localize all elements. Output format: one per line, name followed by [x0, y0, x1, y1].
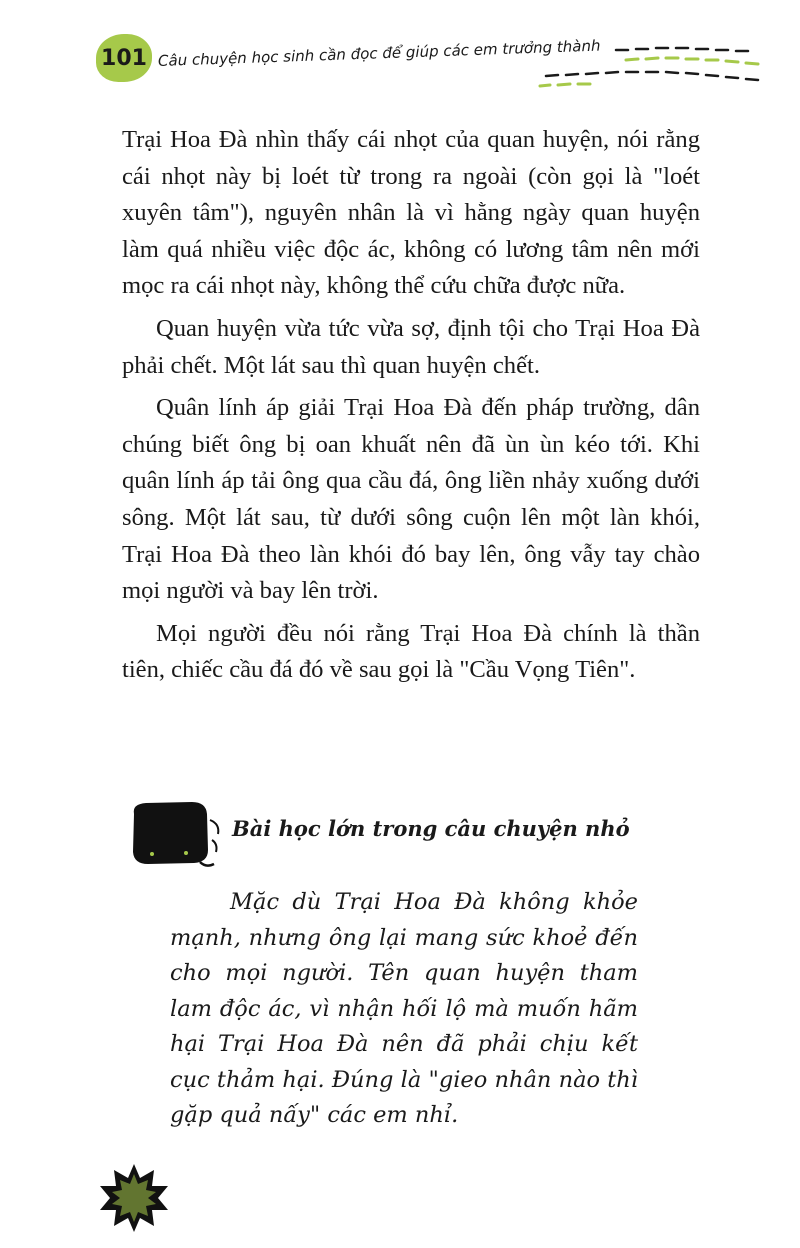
story-paragraph: Trại Hoa Đà nhìn thấy cái nhọt của quan huyện, nói rằng cái nhọt này bị loét từ trong ra ngoài (còn gọi là "loét xuyên tâm"), nguyên nhân là vì hằng ngày quan huyện làm quá nhiều việc độc ác, không có lương tâm nên mới mọc ra cái nhọt này, không thể cứu chữa được nữa. [122, 126, 700, 300]
lesson-paragraph: Mặc dù Trại Hoa Đà không khỏe mạnh, nhưng ông lại mang sức khoẻ đến cho mọi người. Tên quan huyện tham lam độc ác, vì nhận hối lộ mà muốn hãm hại Trại Hoa Đà nên đã phải chịu kết cục thảm hại. Đúng là "gieo nhân nào thì gặp quả nấy" các em nhỉ. [170, 889, 638, 1128]
starburst-page-badge-icon [98, 1162, 170, 1234]
lesson-title: Bài học lớn trong câu chuyện nhỏ [232, 816, 630, 841]
series-title: Câu chuyện học sinh cần đọc để giúp các em trưởng thành [157, 36, 601, 70]
book-number: 101 [101, 45, 147, 71]
page-header [96, 28, 776, 98]
story-paragraph: Mọi người đều nói rằng Trại Hoa Đà chính là thần tiên, chiếc cầu đá đó về sau gọi là "Cầu Vọng Tiên". [122, 619, 700, 684]
lesson-text [170, 885, 638, 1134]
story-text [122, 122, 700, 695]
story-paragraph: Quan huyện vừa tức vừa sợ, định tội cho Trại Hoa Đà phải chết. Một lát sau thì quan huyện chết. [122, 314, 700, 379]
book-number-badge [96, 34, 152, 82]
story-paragraph: Quân lính áp giải Trại Hoa Đà đến pháp trường, dân chúng biết ông bị oan khuất nên đã ùn ùn kéo tới. Khi quân lính áp tải ông qua cầu đá, ông liền nhảy xuống dưới sông. Một lát sau, từ dưới sông cuộn lên một làn khói, Trại Hoa Đà theo làn khói đó bay lên, ông vẫy tay chào mọi người và bay lên trời. [122, 394, 700, 605]
dashes-decoration-icon [536, 42, 766, 92]
monitor-icon [128, 800, 224, 870]
